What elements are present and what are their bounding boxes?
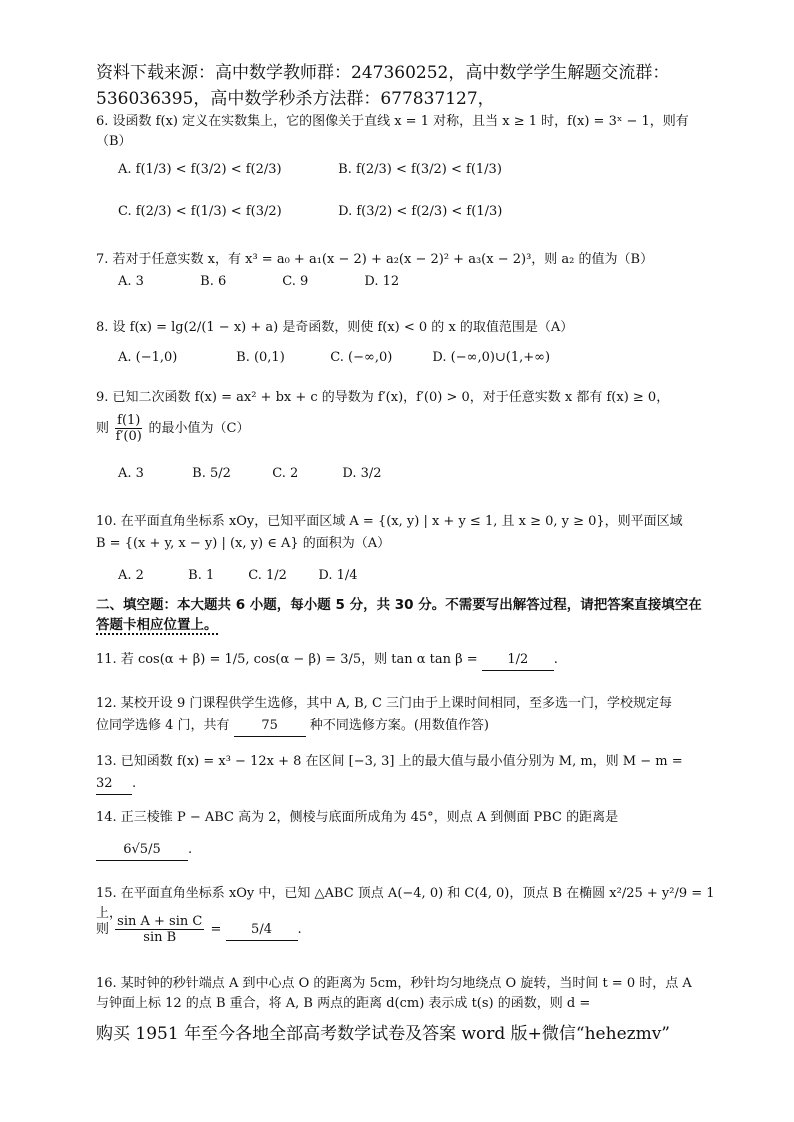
question-7-options xyxy=(118,272,425,292)
question-6-option-c: C. f(2/3) < f(1/3) < f(3/2) xyxy=(118,204,282,219)
section-title-dotted: 答题卡相应位置上。 xyxy=(96,617,218,633)
section-header-fill-in xyxy=(96,595,716,635)
question-9-option-a: A. 3 xyxy=(118,466,144,481)
question-13-line-1: 13. 已知函数 f(x) = x³ − 12x + 8 在区间 [−3, 3] 上的最大值与最小值分别为 M, m，则 M − m = xyxy=(96,754,683,769)
question-8-option-b: B. (0,1) xyxy=(236,350,285,365)
question-11: 11. 若 cos(α + β) = 1/5, cos(α − β) = 3/5，则 tan α tan β = 1/2 . xyxy=(96,650,716,671)
question-6-options-row-1 xyxy=(118,160,528,180)
question-7-option-b: B. 6 xyxy=(200,274,227,289)
question-9-options xyxy=(118,464,408,484)
question-14-line-2: 6√5/5 . xyxy=(96,840,716,861)
question-9-option-c: C. 2 xyxy=(272,466,299,481)
question-12-line-1: 12. 某校开设 9 门课程供学生选修，其中 A, B, C 三门由于上课时间相同，至多选一门，学校规定每 xyxy=(96,696,673,711)
question-7-option-d: D. 12 xyxy=(364,274,400,289)
question-9-pre: 则 xyxy=(96,421,110,436)
question-11-answer-blank: 1/2 xyxy=(482,650,554,671)
question-9-post: 的最小值为（C） xyxy=(148,421,250,436)
question-10-option-d: D. 1/4 xyxy=(318,568,358,583)
question-13-answer-blank: 32 xyxy=(96,774,132,795)
question-8-options xyxy=(118,348,576,368)
footer-purchase-line: 购买 1951 年至今各地全部高考数学试卷及答案 word 版+微信“hehezmv” xyxy=(96,1024,670,1044)
question-15-equals: = xyxy=(210,922,222,937)
question-8-stem: 8. 设 f(x) = lg(2/(1 − x) + a) 是奇函数，则使 f(x) < 0 的 x 的取值范围是（A） xyxy=(96,320,574,335)
question-9-option-d: D. 3/2 xyxy=(342,466,382,481)
question-9-option-b: B. 5/2 xyxy=(192,466,231,481)
question-6-options-row-2 xyxy=(118,202,528,222)
question-12-pre: 位同学选修 4 门，共有 xyxy=(96,718,230,733)
question-6-option-d: D. f(3/2) < f(2/3) < f(1/3) xyxy=(338,204,503,219)
question-10-option-c: C. 1/2 xyxy=(248,568,287,583)
question-13-line-2: 32 . xyxy=(96,774,716,795)
question-9-expression xyxy=(96,413,716,444)
question-12-post: 种不同选修方案。(用数值作答) xyxy=(309,718,489,733)
question-15-line-1: 15. 在平面直角坐标系 xOy 中，已知 △ABC 顶点 A(−4, 0) 和 C(4, 0)，顶点 B 在椭圆 x²/25 + y²/9 = 1 上， xyxy=(96,886,715,921)
question-15-fraction xyxy=(115,914,204,945)
question-8-option-c: C. (−∞,0) xyxy=(330,350,393,365)
question-15-pre: 则 xyxy=(96,922,110,937)
question-9-stem: 9. 已知二次函数 f(x) = ax² + bx + c 的导数为 f′(x)，f′(0) > 0，对于任意实数 x 都有 f(x) ≥ 0， xyxy=(96,390,670,405)
question-9-fraction xyxy=(115,413,142,444)
question-16-line-1: 16. 某时钟的秒针端点 A 到中心点 O 的距离为 5cm，秒针均匀地绕点 O 旋转，当时间 t = 0 时，点 A xyxy=(96,976,692,991)
question-7-stem: 7. 若对于任意实数 x，有 x³ = a₀ + a₁(x − 2) + a₂(x − 2)² + a₃(x − 2)³，则 a₂ 的值为（B） xyxy=(96,252,654,267)
question-12-line-2 xyxy=(96,716,716,737)
question-6-stem: 6. 设函数 f(x) 定义在实数集上，它的图像关于直线 x = 1 对称，且当 x ≥ 1 时，f(x) = 3ˣ − 1，则有（B） xyxy=(96,114,689,149)
question-16-line-2: 与钟面上标 12 的点 B 重合，将 A, B 两点的距离 d(cm) 表示成 t(s) 的函数，则 d = xyxy=(96,996,591,1011)
question-8-option-a: A. (−1,0) xyxy=(118,350,178,365)
question-10-option-a: A. 2 xyxy=(118,568,144,583)
question-10-stem-line-2: B = {(x + y, x − y) | (x, y) ∈ A} 的面积为（A） xyxy=(96,536,391,551)
question-15-numerator: sin A + sin C xyxy=(117,914,203,929)
question-14-line-1: 14. 正三棱锥 P − ABC 高为 2，侧棱与底面所成角为 45°，则点 A 到侧面 PBC 的距离是 xyxy=(96,810,619,825)
question-7-option-a: A. 3 xyxy=(118,274,144,289)
question-10-option-b: B. 1 xyxy=(188,568,215,583)
question-8-option-d: D. (−∞,0)∪(1,+∞) xyxy=(432,350,551,365)
question-12-answer-blank: 75 xyxy=(234,716,306,737)
question-15-denominator: sin B xyxy=(143,930,177,945)
section-title: 二、填空题：本大题共 6 小题，每小题 5 分，共 30 分。不需要写出解答过程，请把答案直接填空在 xyxy=(96,597,702,613)
question-15-answer-blank: 5/4 xyxy=(226,920,298,941)
question-6-option-a: A. f(1/3) < f(3/2) < f(2/3) xyxy=(118,162,282,177)
question-11-stem: 11. 若 cos(α + β) = 1/5, cos(α − β) = 3/5，则 tan α tan β = xyxy=(96,652,478,667)
question-10-options xyxy=(118,566,384,586)
question-9-numerator: f(1) xyxy=(117,413,141,428)
question-15-line-2: 则 $\frac{\text{sin A + sin C}}{\text{sin B}}$ = 5/4 . xyxy=(96,914,302,945)
question-7-option-c: C. 9 xyxy=(282,274,309,289)
question-14-answer-blank: 6√5/5 xyxy=(96,840,188,861)
question-10-stem-line-1: 10. 在平面直角坐标系 xOy，已知平面区域 A = {(x, y) | x + y ≤ 1, 且 x ≥ 0, y ≥ 0}，则平面区域 xyxy=(96,514,683,529)
header-source-line: 资料下载来源：高中数学教师群：247360252，高中数学学生解题交流群：536036395，高中数学秒杀方法群：677837127， xyxy=(96,63,670,109)
question-6-option-b: B. f(2/3) < f(3/2) < f(1/3) xyxy=(338,162,502,177)
question-9-denominator: f′(0) xyxy=(115,429,142,444)
